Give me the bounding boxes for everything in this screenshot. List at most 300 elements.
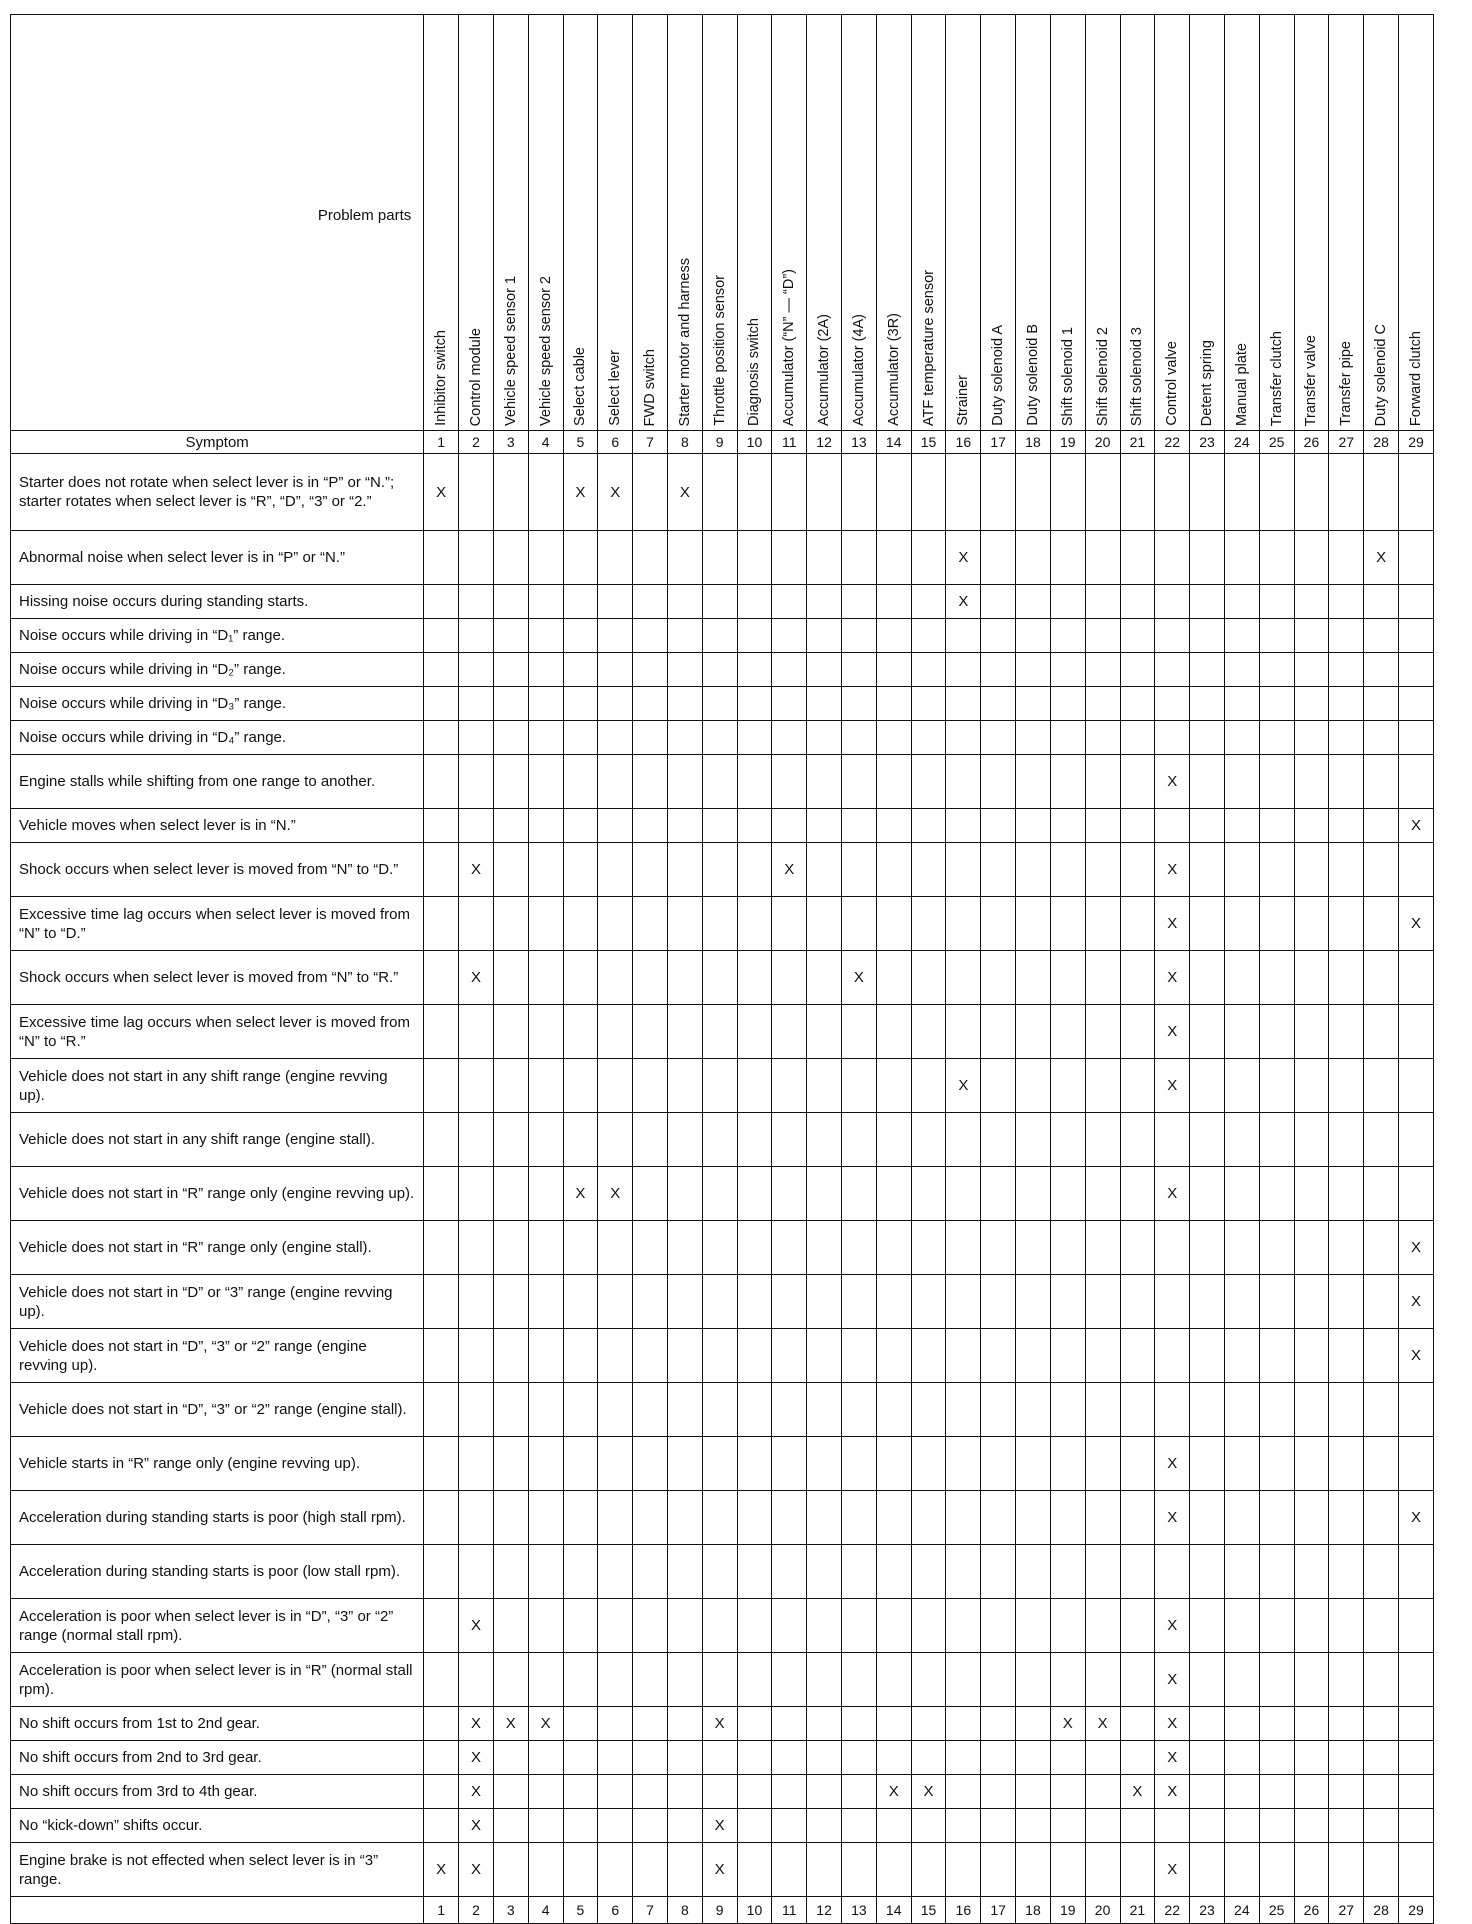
empty-cell <box>493 653 528 687</box>
part-name: Select lever <box>607 350 624 426</box>
empty-cell <box>1329 1113 1364 1167</box>
column-number: 2 <box>459 431 494 454</box>
empty-cell <box>842 897 877 951</box>
empty-cell <box>1050 1545 1085 1599</box>
empty-cell <box>911 1653 946 1707</box>
empty-cell <box>459 1275 494 1329</box>
empty-cell <box>737 951 772 1005</box>
empty-cell <box>1120 1113 1155 1167</box>
empty-cell <box>1329 531 1364 585</box>
check-mark-cell: X <box>1155 1437 1190 1491</box>
empty-cell <box>807 1545 842 1599</box>
empty-cell <box>1259 755 1294 809</box>
empty-cell <box>946 951 981 1005</box>
empty-cell <box>1224 1491 1259 1545</box>
column-number: 4 <box>528 1897 563 1924</box>
symptom-text: Engine brake is not effected when select lever is in “3” range. <box>11 1843 424 1897</box>
empty-cell <box>1329 1545 1364 1599</box>
empty-cell <box>1329 1275 1364 1329</box>
empty-cell <box>493 1809 528 1843</box>
empty-cell <box>459 531 494 585</box>
empty-cell <box>981 1741 1016 1775</box>
empty-cell <box>876 619 911 653</box>
empty-cell <box>459 1383 494 1437</box>
empty-cell <box>667 1809 702 1843</box>
empty-cell <box>842 1843 877 1897</box>
part-name: ATF temperature sensor <box>920 269 937 426</box>
empty-cell <box>911 1809 946 1843</box>
empty-cell <box>1364 1599 1399 1653</box>
empty-cell <box>946 1545 981 1599</box>
empty-cell <box>1259 1491 1294 1545</box>
check-mark-cell: X <box>876 1775 911 1809</box>
empty-cell <box>842 1545 877 1599</box>
empty-cell <box>424 1329 459 1383</box>
symptom-row <box>11 454 1434 531</box>
empty-cell <box>528 1809 563 1843</box>
check-mark-cell: X <box>459 843 494 897</box>
symptom-row <box>11 1843 1434 1897</box>
symptom-text: Acceleration is poor when select lever is in “R” (normal stall rpm). <box>11 1653 424 1707</box>
empty-cell <box>424 897 459 951</box>
empty-cell <box>1399 1843 1434 1897</box>
empty-cell <box>667 897 702 951</box>
empty-cell <box>1190 1775 1225 1809</box>
empty-cell <box>459 721 494 755</box>
check-mark-cell: X <box>1155 1599 1190 1653</box>
empty-cell <box>1364 1653 1399 1707</box>
empty-cell <box>807 653 842 687</box>
empty-cell <box>424 1491 459 1545</box>
empty-cell <box>1050 1113 1085 1167</box>
empty-cell <box>1399 843 1434 897</box>
empty-cell <box>1259 585 1294 619</box>
empty-cell <box>598 531 633 585</box>
empty-cell <box>1085 1545 1120 1599</box>
column-number: 3 <box>493 1897 528 1924</box>
empty-cell <box>633 1775 668 1809</box>
empty-cell <box>563 1707 598 1741</box>
symptom-row <box>11 1775 1434 1809</box>
empty-cell <box>528 1491 563 1545</box>
symptom-text: Noise occurs while driving in “D₄” range. <box>11 721 424 755</box>
empty-cell <box>772 897 807 951</box>
column-number: 10 <box>737 1897 772 1924</box>
empty-cell <box>981 843 1016 897</box>
empty-cell <box>1364 1221 1399 1275</box>
empty-cell <box>876 1113 911 1167</box>
empty-cell <box>1259 1221 1294 1275</box>
empty-cell <box>424 619 459 653</box>
empty-cell <box>737 1741 772 1775</box>
empty-cell <box>1329 1383 1364 1437</box>
empty-cell <box>493 1653 528 1707</box>
empty-cell <box>807 1707 842 1741</box>
empty-cell <box>493 1059 528 1113</box>
empty-cell <box>1294 809 1329 843</box>
part-name: Vehicle speed sensor 1 <box>502 276 519 426</box>
empty-cell <box>1120 897 1155 951</box>
column-number: 20 <box>1085 431 1120 454</box>
empty-cell <box>1155 1221 1190 1275</box>
symptom-text: Vehicle does not start in “D” or “3” range (engine revving up). <box>11 1275 424 1329</box>
column-number: 9 <box>702 1897 737 1924</box>
empty-cell <box>981 721 1016 755</box>
part-name: Duty solenoid C <box>1373 323 1390 426</box>
empty-cell <box>1085 1167 1120 1221</box>
empty-cell <box>737 1491 772 1545</box>
part-header-14 <box>876 15 911 431</box>
empty-cell <box>1085 454 1120 531</box>
part-header-26 <box>1294 15 1329 431</box>
empty-cell <box>1399 1437 1434 1491</box>
empty-cell <box>667 531 702 585</box>
symptom-row <box>11 755 1434 809</box>
column-number: 22 <box>1155 431 1190 454</box>
symptom-text: Excessive time lag occurs when select lever is moved from “N” to “R.” <box>11 1005 424 1059</box>
part-header-21 <box>1120 15 1155 431</box>
empty-cell <box>981 1275 1016 1329</box>
empty-cell <box>737 1437 772 1491</box>
empty-cell <box>807 585 842 619</box>
empty-cell <box>807 721 842 755</box>
empty-cell <box>528 1167 563 1221</box>
empty-cell <box>1224 1809 1259 1843</box>
part-name: Diagnosis switch <box>746 318 763 426</box>
empty-cell <box>807 1005 842 1059</box>
empty-cell <box>702 619 737 653</box>
empty-cell <box>1016 1437 1051 1491</box>
part-header-7 <box>633 15 668 431</box>
empty-cell <box>633 619 668 653</box>
empty-cell <box>946 755 981 809</box>
empty-cell <box>1399 1545 1434 1599</box>
empty-cell <box>876 531 911 585</box>
check-mark-cell: X <box>1155 1707 1190 1741</box>
empty-cell <box>424 1653 459 1707</box>
empty-cell <box>1155 531 1190 585</box>
empty-cell <box>1050 1167 1085 1221</box>
empty-cell <box>1050 653 1085 687</box>
empty-cell <box>1399 1059 1434 1113</box>
empty-cell <box>493 1437 528 1491</box>
empty-cell <box>1085 531 1120 585</box>
empty-cell <box>807 1221 842 1275</box>
empty-cell <box>1329 1809 1364 1843</box>
empty-cell <box>1190 1383 1225 1437</box>
empty-cell <box>1329 1059 1364 1113</box>
empty-cell <box>1399 619 1434 653</box>
empty-cell <box>1224 721 1259 755</box>
empty-cell <box>842 1059 877 1113</box>
column-number: 7 <box>633 431 668 454</box>
empty-cell <box>459 619 494 653</box>
symptom-text: Abnormal noise when select lever is in “P” or “N.” <box>11 531 424 585</box>
empty-cell <box>1259 1113 1294 1167</box>
empty-cell <box>1120 1809 1155 1843</box>
empty-cell <box>876 1809 911 1843</box>
empty-cell <box>1329 1599 1364 1653</box>
empty-cell <box>633 687 668 721</box>
check-mark-cell: X <box>1399 1221 1434 1275</box>
check-mark-cell: X <box>1399 1329 1434 1383</box>
empty-cell <box>563 531 598 585</box>
empty-cell <box>1259 653 1294 687</box>
empty-cell <box>528 585 563 619</box>
column-number: 16 <box>946 431 981 454</box>
symptom-text: Vehicle starts in “R” range only (engine revving up). <box>11 1437 424 1491</box>
empty-cell <box>702 1059 737 1113</box>
check-mark-cell: X <box>563 454 598 531</box>
empty-cell <box>911 1843 946 1897</box>
empty-cell <box>842 454 877 531</box>
empty-cell <box>772 1775 807 1809</box>
empty-cell <box>598 1545 633 1599</box>
empty-cell <box>424 809 459 843</box>
column-number: 29 <box>1399 1897 1434 1924</box>
check-mark-cell: X <box>1155 897 1190 951</box>
empty-cell <box>1190 1329 1225 1383</box>
empty-cell <box>946 1599 981 1653</box>
empty-cell <box>563 1843 598 1897</box>
empty-cell <box>702 1113 737 1167</box>
empty-cell <box>1050 1275 1085 1329</box>
empty-cell <box>1259 1545 1294 1599</box>
empty-cell <box>1190 951 1225 1005</box>
empty-cell <box>946 619 981 653</box>
empty-cell <box>946 1113 981 1167</box>
empty-cell <box>1050 1329 1085 1383</box>
empty-cell <box>598 897 633 951</box>
empty-cell <box>1016 1843 1051 1897</box>
symptom-row <box>11 1167 1434 1221</box>
empty-cell <box>946 897 981 951</box>
empty-cell <box>667 1221 702 1275</box>
empty-cell <box>528 1775 563 1809</box>
empty-cell <box>1399 755 1434 809</box>
symptom-text: Shock occurs when select lever is moved from “N” to “R.” <box>11 951 424 1005</box>
empty-cell <box>1155 1383 1190 1437</box>
empty-cell <box>1190 1809 1225 1843</box>
column-number: 29 <box>1399 431 1434 454</box>
empty-cell <box>1224 1059 1259 1113</box>
part-header-4 <box>528 15 563 431</box>
symptom-row <box>11 1707 1434 1741</box>
empty-cell <box>1050 897 1085 951</box>
empty-cell <box>528 1005 563 1059</box>
empty-cell <box>667 585 702 619</box>
empty-cell <box>842 585 877 619</box>
empty-cell <box>876 1545 911 1599</box>
empty-cell <box>528 1843 563 1897</box>
empty-cell <box>493 1275 528 1329</box>
empty-cell <box>737 531 772 585</box>
empty-cell <box>1364 809 1399 843</box>
empty-cell <box>772 1599 807 1653</box>
empty-cell <box>876 755 911 809</box>
empty-cell <box>528 755 563 809</box>
symptom-text: Acceleration is poor when select lever is in “D”, “3” or “2” range (normal stall rpm). <box>11 1599 424 1653</box>
empty-cell <box>946 1843 981 1897</box>
empty-cell <box>772 1741 807 1775</box>
empty-cell <box>1085 897 1120 951</box>
empty-cell <box>493 687 528 721</box>
empty-cell <box>1120 1437 1155 1491</box>
empty-cell <box>1155 1809 1190 1843</box>
check-mark-cell: X <box>1364 531 1399 585</box>
empty-cell <box>981 1005 1016 1059</box>
empty-cell <box>1190 721 1225 755</box>
empty-cell <box>842 1329 877 1383</box>
check-mark-cell: X <box>911 1775 946 1809</box>
empty-cell <box>563 687 598 721</box>
empty-cell <box>493 951 528 1005</box>
empty-cell <box>1329 1843 1364 1897</box>
empty-cell <box>1190 1545 1225 1599</box>
empty-cell <box>633 897 668 951</box>
empty-cell <box>1294 619 1329 653</box>
empty-cell <box>1016 454 1051 531</box>
check-mark-cell: X <box>459 951 494 1005</box>
empty-cell <box>702 721 737 755</box>
empty-cell <box>946 809 981 843</box>
empty-cell <box>1190 1741 1225 1775</box>
empty-cell <box>772 1491 807 1545</box>
empty-cell <box>563 585 598 619</box>
check-mark-cell: X <box>598 1167 633 1221</box>
empty-cell <box>737 687 772 721</box>
empty-cell <box>1329 619 1364 653</box>
empty-cell <box>1329 585 1364 619</box>
empty-cell <box>772 619 807 653</box>
empty-cell <box>633 1707 668 1741</box>
part-name: Transfer pipe <box>1338 341 1355 426</box>
empty-cell <box>1259 1437 1294 1491</box>
empty-cell <box>772 1221 807 1275</box>
empty-cell <box>1120 1707 1155 1741</box>
empty-cell <box>807 1437 842 1491</box>
empty-cell <box>737 1707 772 1741</box>
empty-cell <box>1016 1707 1051 1741</box>
empty-cell <box>737 619 772 653</box>
empty-cell <box>807 687 842 721</box>
empty-cell <box>1294 1329 1329 1383</box>
empty-cell <box>1050 619 1085 653</box>
empty-cell <box>1224 1383 1259 1437</box>
empty-cell <box>598 585 633 619</box>
column-number: 12 <box>807 1897 842 1924</box>
empty-cell <box>1050 585 1085 619</box>
empty-cell <box>1224 1775 1259 1809</box>
empty-cell <box>1294 585 1329 619</box>
empty-cell <box>1364 1491 1399 1545</box>
empty-cell <box>737 454 772 531</box>
empty-cell <box>459 1167 494 1221</box>
empty-cell <box>493 1843 528 1897</box>
empty-cell <box>563 809 598 843</box>
empty-cell <box>1050 1005 1085 1059</box>
empty-cell <box>667 721 702 755</box>
symptom-row <box>11 897 1434 951</box>
empty-cell <box>1329 454 1364 531</box>
empty-cell <box>1120 619 1155 653</box>
column-number: 24 <box>1224 1897 1259 1924</box>
empty-cell <box>702 755 737 809</box>
empty-cell <box>1190 1437 1225 1491</box>
empty-cell <box>1050 1843 1085 1897</box>
empty-cell <box>424 1437 459 1491</box>
part-header-12 <box>807 15 842 431</box>
empty-cell <box>1016 1545 1051 1599</box>
empty-cell <box>876 1059 911 1113</box>
empty-cell <box>911 531 946 585</box>
empty-cell <box>1329 1653 1364 1707</box>
empty-cell <box>667 1005 702 1059</box>
empty-cell <box>946 1491 981 1545</box>
empty-cell <box>424 1383 459 1437</box>
column-number-row <box>11 431 1434 454</box>
empty-cell <box>1050 1775 1085 1809</box>
empty-cell <box>946 1383 981 1437</box>
empty-cell <box>1364 1329 1399 1383</box>
empty-cell <box>1294 1059 1329 1113</box>
empty-cell <box>528 951 563 1005</box>
empty-cell <box>1294 1113 1329 1167</box>
empty-cell <box>1050 1221 1085 1275</box>
check-mark-cell: X <box>667 454 702 531</box>
empty-cell <box>1259 951 1294 1005</box>
empty-cell <box>737 1545 772 1599</box>
empty-cell <box>1294 653 1329 687</box>
empty-cell <box>563 1275 598 1329</box>
empty-cell <box>1259 1653 1294 1707</box>
empty-cell <box>493 1491 528 1545</box>
symptom-text: Noise occurs while driving in “D₂” range. <box>11 653 424 687</box>
empty-cell <box>807 531 842 585</box>
part-name: Duty solenoid B <box>1024 324 1041 426</box>
symptom-row <box>11 619 1434 653</box>
empty-cell <box>702 897 737 951</box>
empty-cell <box>459 653 494 687</box>
empty-cell <box>876 1167 911 1221</box>
empty-cell <box>1259 1707 1294 1741</box>
empty-cell <box>1399 585 1434 619</box>
column-number: 21 <box>1120 431 1155 454</box>
empty-cell <box>807 897 842 951</box>
empty-cell <box>876 809 911 843</box>
empty-cell <box>1155 809 1190 843</box>
empty-cell <box>772 585 807 619</box>
empty-cell <box>1190 1113 1225 1167</box>
symptom-text: Vehicle does not start in “R” range only (engine revving up). <box>11 1167 424 1221</box>
empty-cell <box>981 809 1016 843</box>
empty-cell <box>528 843 563 897</box>
empty-cell <box>842 1491 877 1545</box>
column-number: 17 <box>981 431 1016 454</box>
empty-cell <box>981 1599 1016 1653</box>
column-number: 14 <box>876 431 911 454</box>
empty-cell <box>633 454 668 531</box>
symptom-text: Vehicle does not start in “D”, “3” or “2” range (engine revving up). <box>11 1329 424 1383</box>
empty-cell <box>876 1843 911 1897</box>
part-name: Accumulator (“N” — “D”) <box>781 268 798 426</box>
empty-cell <box>459 1059 494 1113</box>
check-mark-cell: X <box>1399 809 1434 843</box>
empty-cell <box>946 687 981 721</box>
empty-cell <box>528 1383 563 1437</box>
empty-cell <box>633 1221 668 1275</box>
empty-cell <box>424 1005 459 1059</box>
